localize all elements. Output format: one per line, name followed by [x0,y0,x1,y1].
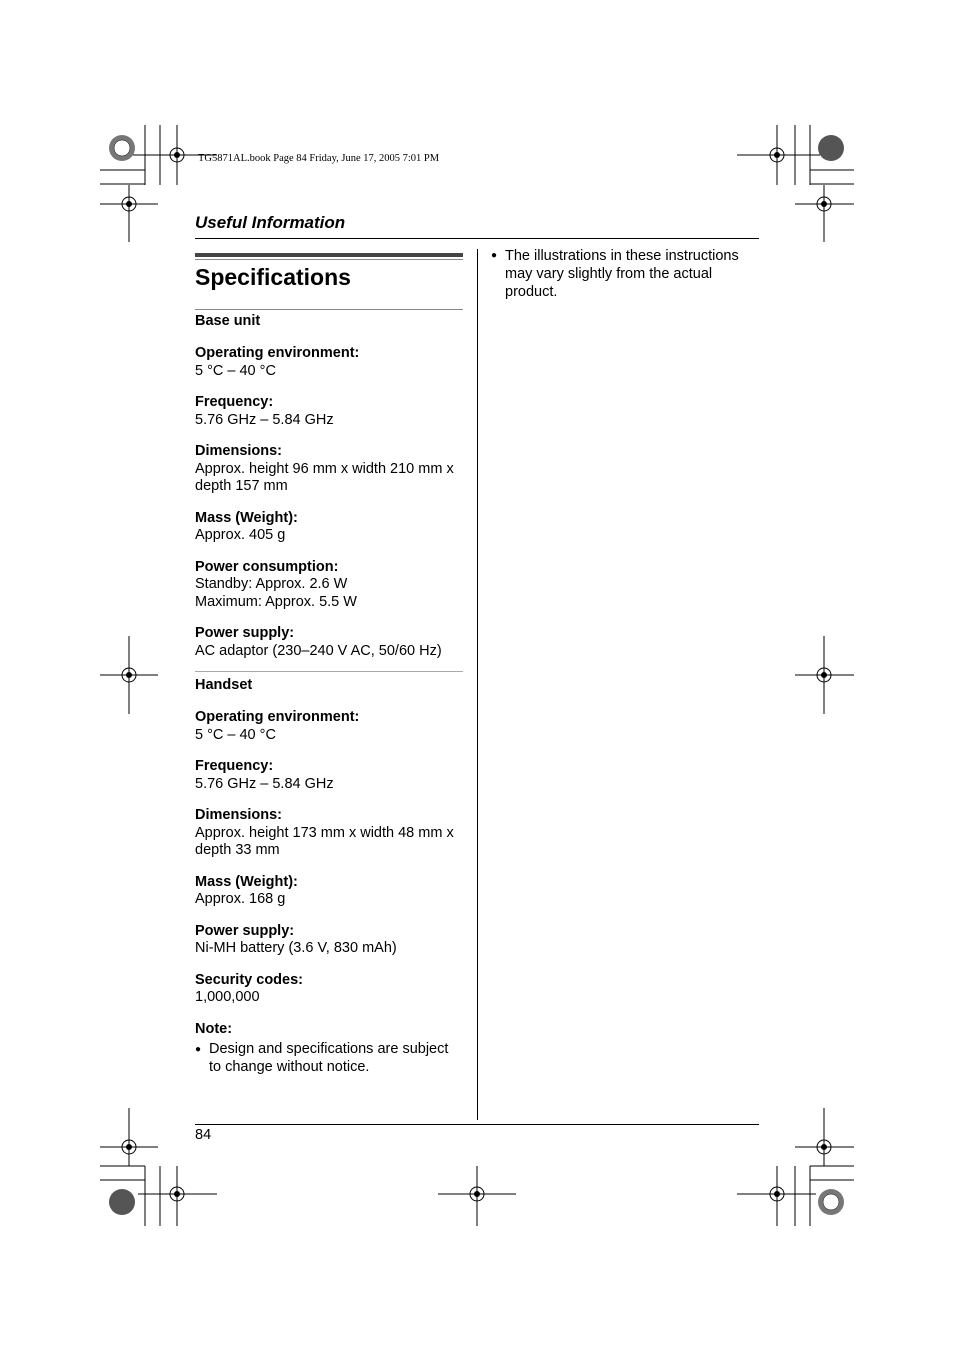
spec-group [195,559,463,612]
spec-label: Power consumption: [195,558,339,575]
spec-group [195,807,463,860]
spec-value: 5.76 GHz – 5.84 GHz [195,411,334,428]
spec-label: Dimensions: [195,443,283,459]
spec-group [195,345,463,380]
spec-group [195,625,463,660]
bullet-icon: ● [195,1044,202,1055]
spec-group [195,972,463,1007]
footer-rule [195,1124,759,1125]
illustration-note [491,247,751,301]
spec-group [195,758,463,793]
spec-label: Mass (Weight): [195,873,298,890]
spec-group [195,394,463,429]
spec-value: depth 33 mm [195,842,280,858]
note-bullet [195,1041,463,1076]
spec-label: Mass (Weight): [195,509,298,526]
spec-group [195,443,463,496]
spec-value: 5.76 GHz – 5.84 GHz [195,775,334,792]
spec-value: Approx. 168 g [195,891,286,907]
left-column [195,313,463,1076]
spec-label: Power supply: [195,625,295,641]
spec-value: Standby: Approx. 2.6 W [195,576,348,592]
column-divider [477,249,478,1120]
spec-label: Power supply: [195,922,295,939]
spec-value: Maximum: Approx. 5.5 W [195,593,357,610]
spec-value: Approx. 405 g [195,527,286,543]
spec-value: 5 °C – 40 °C [195,362,276,379]
spec-group [195,709,463,744]
spec-label: Dimensions: [195,807,283,823]
spec-value: 1,000,000 [195,989,260,1005]
spec-label: Frequency: [195,758,274,774]
spec-label: Operating environment: [195,709,360,725]
spec-group [195,874,463,909]
spec-value: Ni-MH battery (3.6 V, 830 mAh) [195,940,397,956]
section-header: Useful Information [195,213,346,232]
spec-label: Operating environment: [195,345,360,361]
spec-label: Security codes: [195,971,303,988]
title-bar-thin [195,259,463,260]
print-header: TG5871AL.book Page 84 Friday, June 17, 2005 7:01 PM [198,153,440,164]
page-number: 84 [195,1127,212,1143]
note-label: Note: [195,1020,233,1037]
right-column [491,247,751,301]
page-title: Specifications [195,264,351,290]
spec-value: AC adaptor (230–240 V AC, 50/60 Hz) [195,642,442,659]
title-bar [195,253,463,257]
spec-value: depth 157 mm [195,478,288,494]
spec-label: Frequency: [195,394,274,410]
base-unit-heading: Base unit [195,313,261,329]
spec-group [195,510,463,545]
spec-group [195,923,463,958]
spec-value: Approx. height 173 mm x width 48 mm x [195,824,454,841]
spec-value: Approx. height 96 mm x width 210 mm x [195,460,454,477]
title-rule [195,309,463,310]
header-rule [195,238,759,239]
handset-heading: Handset [195,677,253,693]
spec-value: 5 °C – 40 °C [195,726,276,743]
note-text: Design and specifications are subject to change without notice. [209,1041,449,1075]
section-divider [195,671,463,672]
illustration-note-text: The illustrations in these instructions may vary slightly from the actual product. [505,248,739,300]
bullet-icon: ● [491,250,498,261]
